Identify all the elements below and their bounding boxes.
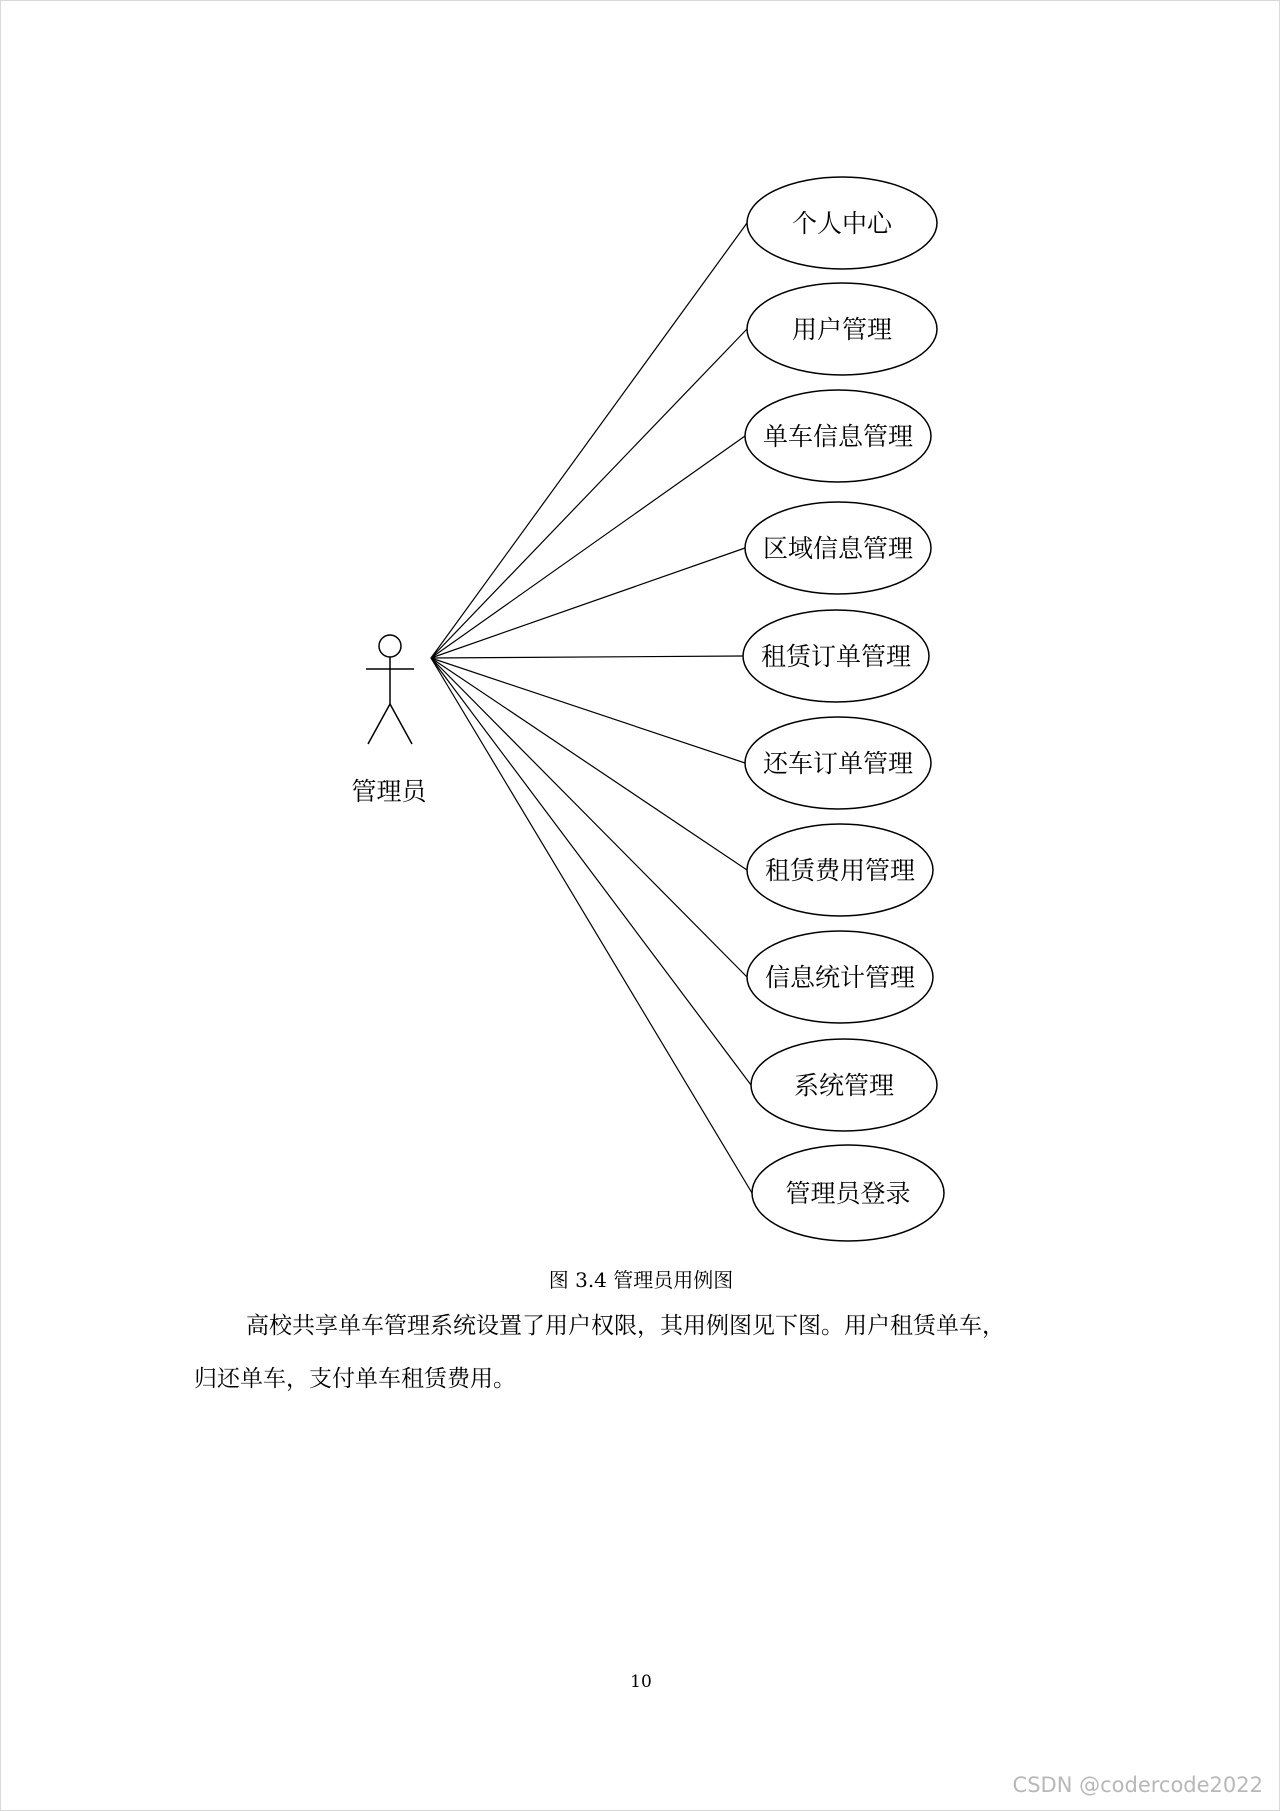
- actor-head: [379, 635, 401, 657]
- association-line: [431, 658, 747, 977]
- use-case-label: 信息统计管理: [764, 963, 916, 992]
- use-case-label: 租赁订单管理: [760, 642, 912, 671]
- association-lines: [431, 223, 752, 1193]
- actor-right-leg: [390, 704, 412, 744]
- page-number: 10: [630, 1672, 652, 1692]
- watermark: CSDN @codercode2022: [1012, 1773, 1263, 1797]
- use-case-label: 区域信息管理: [762, 534, 914, 563]
- actor-label: 管理员: [351, 777, 427, 806]
- association-line: [431, 658, 745, 763]
- actor-figure: [366, 635, 414, 744]
- use-case-label: 管理员登录: [785, 1179, 911, 1208]
- use-case-label: 个人中心: [791, 209, 893, 238]
- association-line: [431, 223, 747, 658]
- association-line: [431, 436, 745, 658]
- association-line: [431, 658, 747, 870]
- association-line: [431, 548, 745, 658]
- association-line: [431, 656, 743, 658]
- use-case-label: 用户管理: [791, 315, 893, 344]
- body-paragraph-line-2: 归还单车，支付单车租赁费用。: [194, 1366, 516, 1392]
- use-case-label: 还车订单管理: [762, 749, 914, 778]
- use-case-label: 租赁费用管理: [764, 856, 916, 885]
- figure-caption: 图 3.4 管理员用例图: [548, 1268, 734, 1292]
- use-case-diagram: [1, 1, 1280, 1261]
- association-line: [431, 658, 752, 1193]
- actor-left-leg: [368, 704, 390, 744]
- body-paragraph-line-1: 高校共享单车管理系统设置了用户权限，其用例图见下图。用户租赁单车，: [246, 1313, 1005, 1339]
- use-cases: [743, 177, 944, 1241]
- association-line: [431, 329, 747, 658]
- association-line: [431, 658, 751, 1085]
- use-case-label: 单车信息管理: [762, 422, 914, 451]
- use-case-label: 系统管理: [793, 1071, 895, 1100]
